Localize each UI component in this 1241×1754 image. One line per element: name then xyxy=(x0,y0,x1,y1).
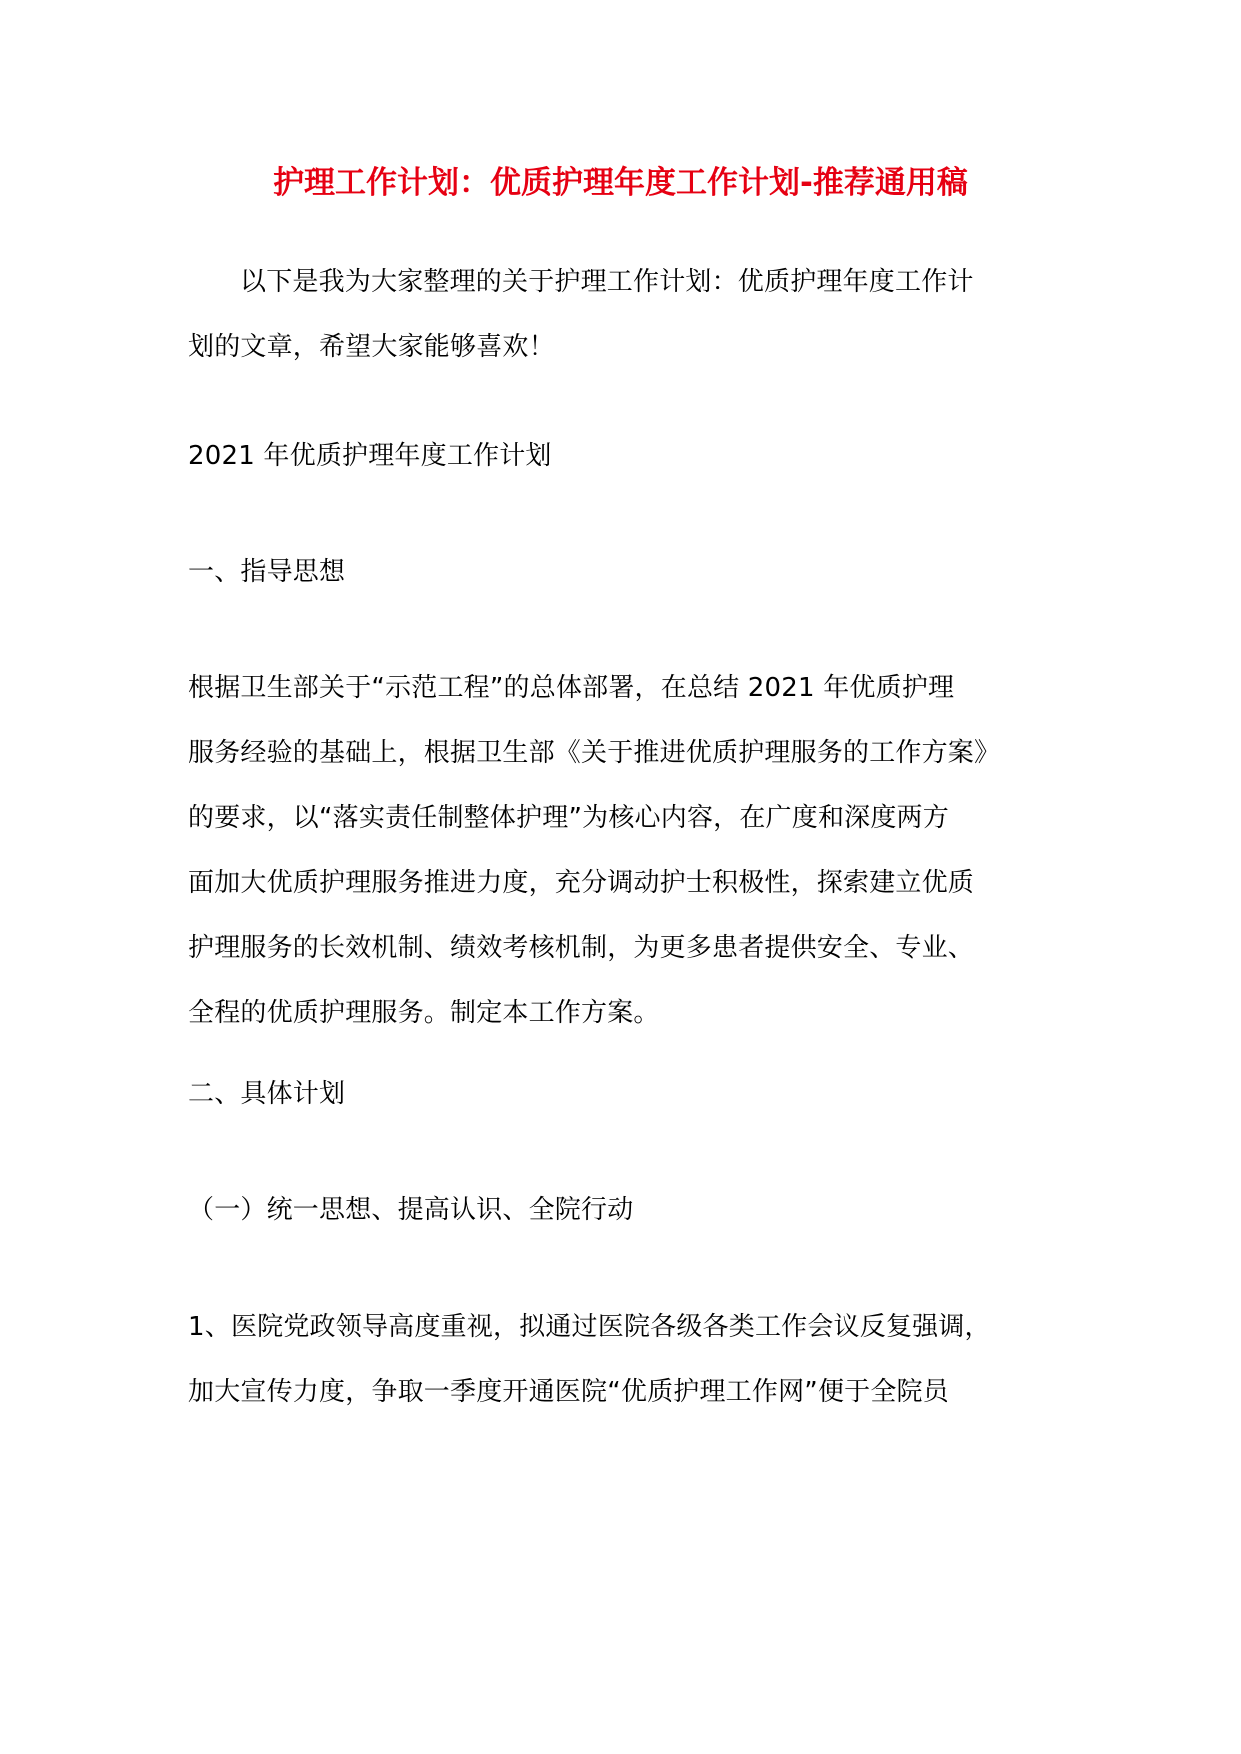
section1-line-2: 服务经验的基础上，根据卫生部《关于推进优质护理服务的工作方案》 xyxy=(188,738,1001,768)
section2-heading-text: 二、具体计划 xyxy=(188,1079,346,1109)
intro-paragraph xyxy=(188,250,1068,380)
section1-line-3: 的要求，以“落实责任制整体护理”为核心内容，在广度和深度两方 xyxy=(188,803,949,833)
section1-line-4: 面加大优质护理服务推进力度，充分调动护士积极性，探索建立优质 xyxy=(188,868,975,898)
section1-line-6: 全程的优质护理服务。制定本工作方案。 xyxy=(188,998,660,1028)
item1-line-1: 1、医院党政领导高度重视，拟通过医院各级各类工作会议反复强调， xyxy=(188,1312,991,1342)
plan-heading xyxy=(188,424,1068,489)
plan-heading-text: 2021 年优质护理年度工作计划 xyxy=(188,441,552,471)
section1-body xyxy=(188,656,1068,1046)
subsection1-heading-text: （一）统一思想、提高认识、全院行动 xyxy=(188,1195,634,1225)
section1-heading xyxy=(188,540,1068,605)
item1-paragraph xyxy=(188,1295,1068,1425)
section1-heading-text: 一、指导思想 xyxy=(188,557,346,587)
section2-heading xyxy=(188,1062,1068,1127)
intro-line-2: 划的文章，希望大家能够喜欢！ xyxy=(188,332,555,362)
intro-line-1: 以下是我为大家整理的关于护理工作计划：优质护理年度工作计 xyxy=(240,267,974,297)
item1-line-2: 加大宣传力度，争取一季度开通医院“优质护理工作网”便于全院员 xyxy=(188,1377,949,1407)
section1-line-5: 护理服务的长效机制、绩效考核机制，为更多患者提供安全、专业、 xyxy=(188,933,975,963)
subsection1-heading xyxy=(188,1178,1068,1243)
document-title: 护理工作计划：优质护理年度工作计划-推荐通用稿 xyxy=(273,165,968,201)
section1-line-1: 根据卫生部关于“示范工程”的总体部署，在总结 2021 年优质护理 xyxy=(188,673,955,703)
